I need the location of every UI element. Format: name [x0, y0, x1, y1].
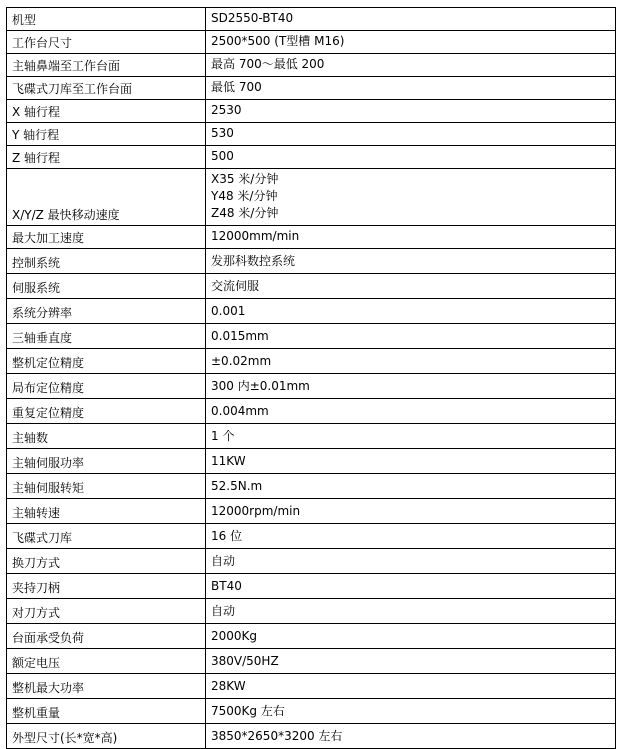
spec-value: [206, 146, 616, 169]
spec-value-line: 12000mm/min: [211, 229, 300, 243]
spec-label: 主轴鼻端至工作台面: [7, 54, 206, 77]
spec-value-line: ±0.02mm: [211, 354, 272, 368]
spec-label: 系统分辨率: [7, 299, 206, 324]
spec-label: 工作台尺寸: [7, 31, 206, 54]
spec-row: [7, 324, 616, 349]
spec-value: [206, 226, 616, 249]
spec-label: 整机最大功率: [7, 674, 206, 699]
spec-value-line: 2500*500 (T型槽 M16): [211, 34, 345, 48]
spec-table: [6, 7, 616, 749]
spec-value-line: 7500Kg 左右: [211, 704, 285, 718]
spec-value-line: 2530: [211, 103, 242, 117]
spec-value-line: 交流伺服: [211, 279, 260, 293]
spec-label: 夹持刀柄: [7, 574, 206, 599]
spec-value-line: 500: [211, 149, 234, 163]
spec-row: [7, 226, 616, 249]
spec-value: [206, 324, 616, 349]
spec-row: [7, 724, 616, 749]
spec-value-line: 最低 700: [211, 80, 262, 94]
spec-row: [7, 699, 616, 724]
spec-value-line: X35 米/分钟: [211, 172, 279, 186]
spec-value-line: SD2550-BT40: [211, 11, 294, 25]
spec-label: X/Y/Z 最快移动速度: [7, 169, 206, 226]
spec-value-line: 530: [211, 126, 234, 140]
spec-value-line: Y48 米/分钟: [211, 189, 278, 203]
spec-value: [206, 77, 616, 100]
spec-label: 重复定位精度: [7, 399, 206, 424]
spec-row: [7, 146, 616, 169]
spec-label: Z 轴行程: [7, 146, 206, 169]
spec-value: [206, 499, 616, 524]
spec-value-line: 3850*2650*3200 左右: [211, 729, 343, 743]
spec-value-line: 0.001: [211, 304, 246, 318]
spec-value-line: 1 个: [211, 429, 235, 443]
spec-label: 额定电压: [7, 649, 206, 674]
spec-row: [7, 274, 616, 299]
spec-label: 局布定位精度: [7, 374, 206, 399]
spec-row: [7, 424, 616, 449]
spec-label: 整机定位精度: [7, 349, 206, 374]
spec-label: 最大加工速度: [7, 226, 206, 249]
spec-label: 飞碟式刀库至工作台面: [7, 77, 206, 100]
spec-value: [206, 599, 616, 624]
spec-value-line: BT40: [211, 579, 242, 593]
spec-row: [7, 649, 616, 674]
spec-value-line: 380V/50HZ: [211, 654, 279, 668]
spec-label: 机型: [7, 8, 206, 31]
spec-value-line: 发那科数控系统: [211, 254, 296, 268]
spec-value: [206, 474, 616, 499]
spec-value: [206, 54, 616, 77]
spec-value-line: Z48 米/分钟: [211, 206, 279, 220]
spec-row: [7, 499, 616, 524]
spec-row: [7, 100, 616, 123]
spec-value: [206, 649, 616, 674]
spec-row: [7, 299, 616, 324]
spec-value: [206, 349, 616, 374]
spec-row: [7, 674, 616, 699]
spec-value: [206, 299, 616, 324]
spec-row: [7, 77, 616, 100]
spec-label: 主轴伺服转矩: [7, 474, 206, 499]
spec-row: [7, 549, 616, 574]
spec-row: [7, 123, 616, 146]
spec-row: [7, 574, 616, 599]
spec-label: 控制系统: [7, 249, 206, 274]
spec-value: [206, 449, 616, 474]
spec-row: [7, 524, 616, 549]
spec-value: [206, 274, 616, 299]
spec-label: 三轴垂直度: [7, 324, 206, 349]
spec-row: [7, 449, 616, 474]
spec-value: [206, 724, 616, 749]
spec-row: [7, 169, 616, 226]
spec-label: Y 轴行程: [7, 123, 206, 146]
spec-value: [206, 123, 616, 146]
spec-value-line: 最高 700～最低 200: [211, 57, 325, 71]
spec-value: [206, 169, 616, 226]
spec-value: [206, 624, 616, 649]
spec-value-line: 自动: [211, 554, 236, 568]
spec-row: [7, 31, 616, 54]
spec-label: X 轴行程: [7, 100, 206, 123]
spec-label: 台面承受负荷: [7, 624, 206, 649]
spec-table-body: [7, 8, 616, 749]
spec-value: [206, 574, 616, 599]
spec-row: [7, 399, 616, 424]
spec-value-line: 0.004mm: [211, 404, 269, 418]
spec-row: [7, 374, 616, 399]
spec-value-line: 28KW: [211, 679, 246, 693]
spec-row: [7, 349, 616, 374]
spec-label: 对刀方式: [7, 599, 206, 624]
spec-value: [206, 399, 616, 424]
spec-row: [7, 249, 616, 274]
spec-label: 主轴伺服功率: [7, 449, 206, 474]
spec-value: [206, 699, 616, 724]
spec-value: [206, 249, 616, 274]
spec-value-line: 自动: [211, 604, 236, 618]
spec-label: 外型尺寸(长*宽*高): [7, 724, 206, 749]
spec-value: [206, 674, 616, 699]
spec-value-line: 16 位: [211, 529, 243, 543]
spec-row: [7, 8, 616, 31]
spec-row: [7, 474, 616, 499]
spec-value-line: 11KW: [211, 454, 246, 468]
spec-label: 换刀方式: [7, 549, 206, 574]
spec-row: [7, 54, 616, 77]
spec-value-line: 12000rpm/min: [211, 504, 301, 518]
spec-value: [206, 31, 616, 54]
spec-value: [206, 8, 616, 31]
spec-label: 主轴转速: [7, 499, 206, 524]
spec-value-line: 2000Kg: [211, 629, 258, 643]
spec-value: [206, 100, 616, 123]
spec-value-line: 52.5N.m: [211, 479, 263, 493]
spec-value-line: 0.015mm: [211, 329, 269, 343]
spec-value: [206, 524, 616, 549]
spec-value-line: 300 内±0.01mm: [211, 379, 310, 393]
spec-label: 伺服系统: [7, 274, 206, 299]
spec-value: [206, 374, 616, 399]
spec-label: 主轴数: [7, 424, 206, 449]
spec-row: [7, 624, 616, 649]
spec-label: 整机重量: [7, 699, 206, 724]
spec-row: [7, 599, 616, 624]
spec-value: [206, 549, 616, 574]
spec-value: [206, 424, 616, 449]
spec-label: 飞碟式刀库: [7, 524, 206, 549]
